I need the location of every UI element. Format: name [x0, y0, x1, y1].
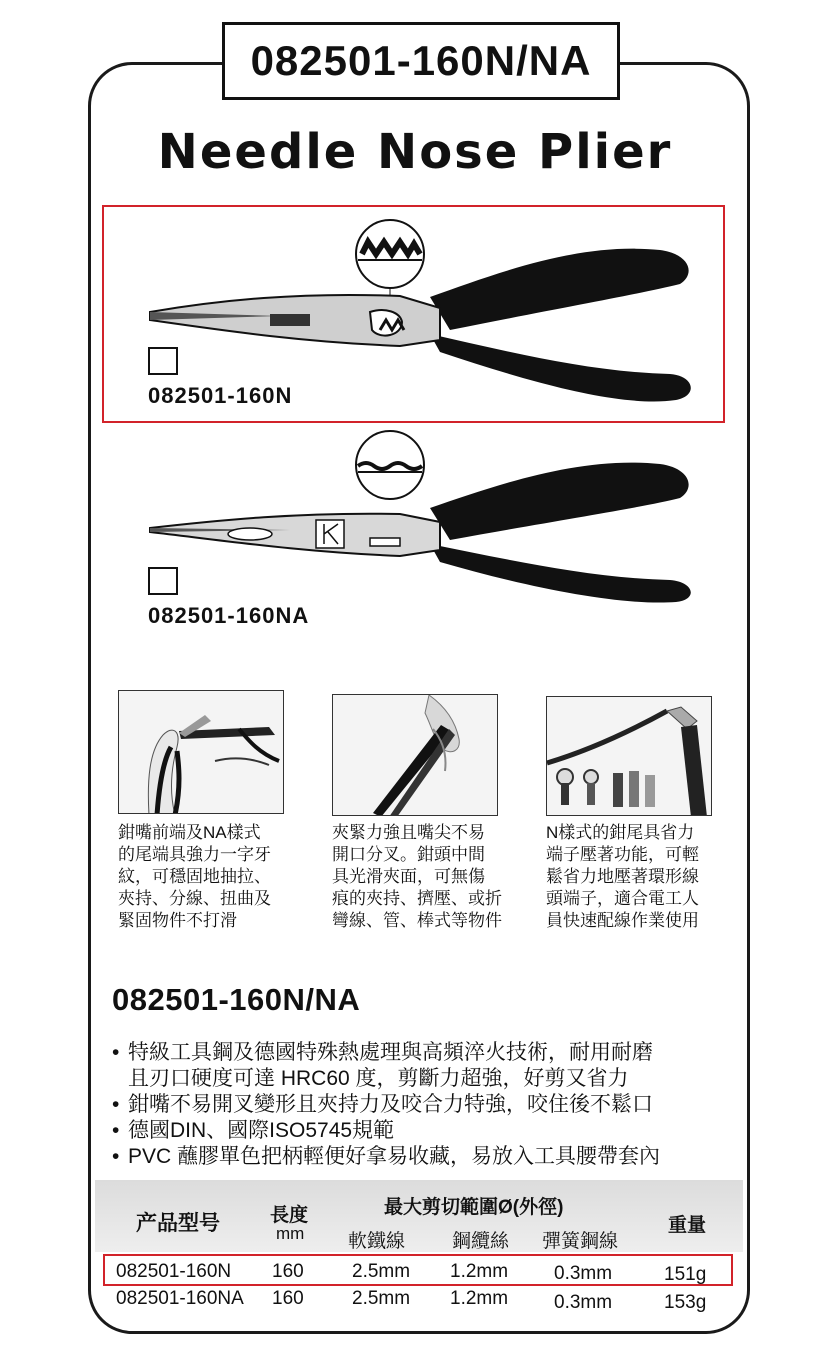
col-header-cutting-range: 最大剪切範圍Ø(外徑) [384, 1197, 564, 1218]
feature-item: • 鉗嘴不易開叉變形且夾持力及咬合力特強，咬住後不鬆口 [112, 1092, 712, 1118]
col-header-weight: 重量 [668, 1215, 707, 1236]
cell-length: 160 [272, 1261, 304, 1282]
cell-soft-wire: 2.5mm [352, 1261, 411, 1282]
pliers-n-image [140, 212, 700, 412]
cell-weight: 153g [664, 1292, 707, 1313]
feature-photo-wire-grip [118, 690, 284, 814]
feature-caption-3: N樣式的鉗尾具省力 端子壓著功能，可輕 鬆省力地壓著環形線 頭端子，適合電工人 員快速配線作業使用 [546, 823, 699, 930]
model-code: 082501-160N/NA [250, 37, 592, 84]
feature-list [112, 1040, 712, 1170]
model-code-box [222, 22, 620, 100]
cell-model: 082501-160N [116, 1261, 232, 1282]
col-header-soft-wire: 軟鐵線 [348, 1231, 406, 1252]
pliers-na-image [140, 428, 700, 603]
product-title: Needle Nose Plier [157, 124, 673, 180]
details-title: 082501-160N/NA [112, 982, 361, 1017]
variant-checkbox-n[interactable] [148, 347, 178, 375]
feature-photo-crimp-terminal [546, 696, 712, 816]
feature-photo-grip-tip [332, 694, 498, 816]
col-header-spring-wire: 彈簧鋼線 [542, 1231, 619, 1252]
variant-label-na: 082501-160NA [148, 603, 310, 628]
cell-spring-wire: 0.3mm [554, 1263, 613, 1284]
cell-model: 082501-160NA [116, 1288, 244, 1309]
col-header-length-unit: mm [276, 1224, 305, 1243]
cell-spring-wire: 0.3mm [554, 1292, 613, 1313]
col-header-length: 長度 [270, 1205, 309, 1226]
feature-caption-2: 夾緊力強且嘴尖不易 開口分叉。鉗頭中間 具光滑夾面，可無傷 痕的夾持、擠壓、或折 彎線、管、棒式等物件 [332, 823, 502, 930]
cell-soft-wire: 2.5mm [352, 1288, 411, 1309]
feature-item: • PVC 蘸膠單色把柄輕便好拿易收藏，易放入工具腰帶套內 [112, 1144, 712, 1170]
feature-caption-1: 鉗嘴前端及NA樣式 的尾端具強力一字牙 紋，可穩固地抽拉、 夾持、分線、扭曲及 緊固物件不打滑 [118, 823, 271, 930]
col-header-steel-cable: 鋼纜絲 [452, 1231, 510, 1252]
col-header-model: 产品型号 [136, 1212, 220, 1235]
cell-steel-cable: 1.2mm [450, 1288, 509, 1309]
cell-weight: 151g [664, 1264, 707, 1285]
feature-item: • 特級工具鋼及德國特殊熱處理與高頻淬火技術，耐用耐磨 且刃口硬度可達 HRC60 度，剪斷力超強，好剪又省力 [112, 1040, 712, 1092]
feature-item: • 德國DIN、國際ISO5745規範 [112, 1118, 712, 1144]
cell-steel-cable: 1.2mm [450, 1261, 509, 1282]
cell-length: 160 [272, 1288, 304, 1309]
variant-label-n: 082501-160N [148, 383, 293, 408]
variant-checkbox-na[interactable] [148, 567, 178, 595]
